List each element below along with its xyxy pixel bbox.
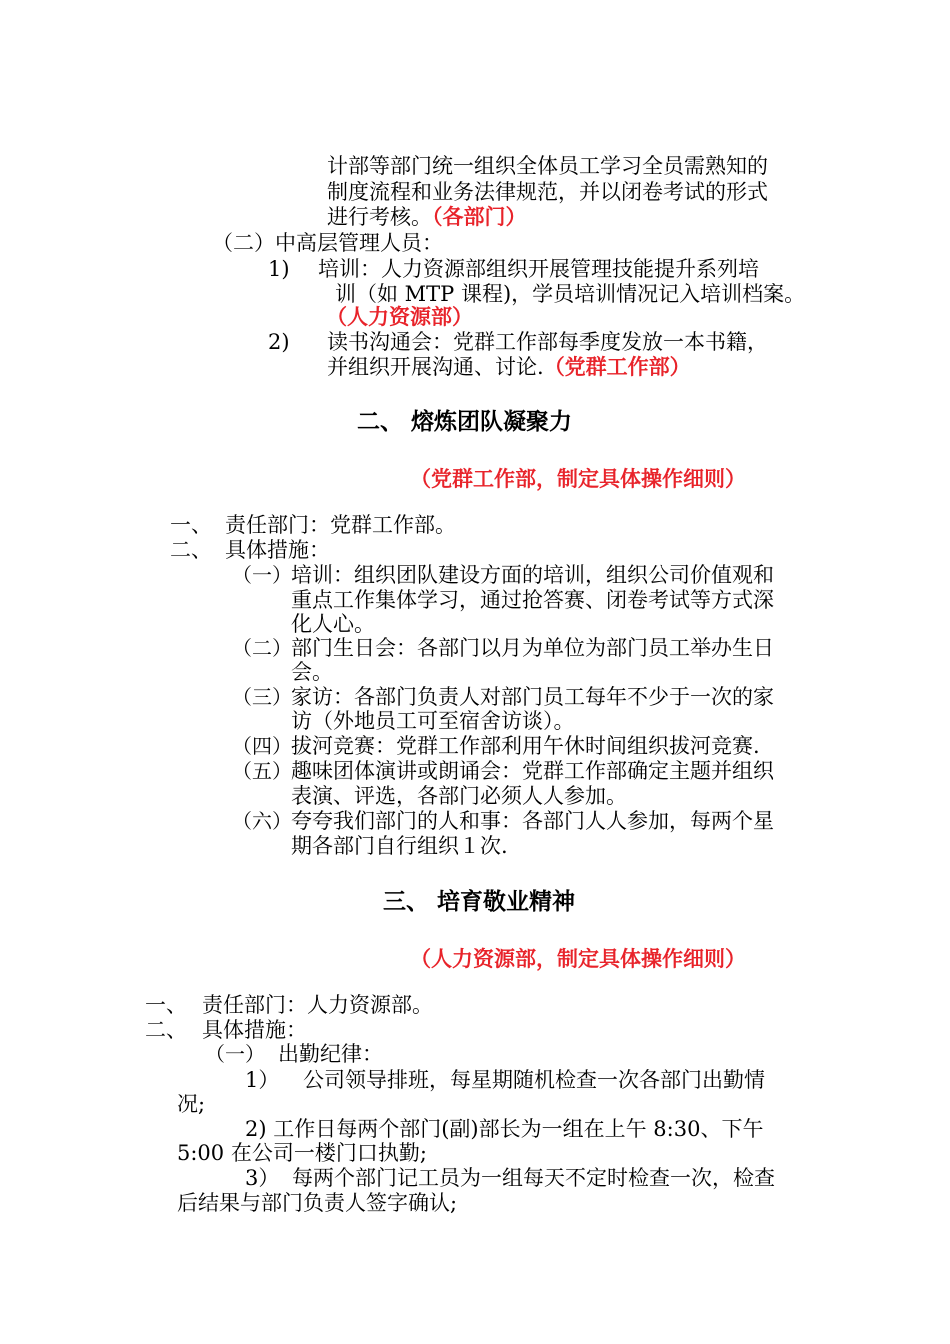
list-text: 具体措施： <box>225 538 330 562</box>
department-tag: （人力资源部） <box>326 305 473 329</box>
item-line: 期各部门自行组织１次. <box>291 834 508 858</box>
item-line: 家访：各部门负责人对部门员工每年不少于一次的家 <box>291 685 774 709</box>
item-number: （一） <box>232 563 292 587</box>
para-text: 进行考核。 <box>327 205 432 229</box>
list-item <box>232 636 292 660</box>
list-item <box>232 759 292 783</box>
item-line: 读书沟通会：党群工作部每季度发放一本书籍， <box>327 330 768 354</box>
item-line: 培训：组织团队建设方面的培训，组织公司价值观和 <box>291 563 774 587</box>
para-line <box>327 205 527 229</box>
item-line: 化人心。 <box>291 612 375 636</box>
list-text: 责任部门：党群工作部。 <box>225 513 456 537</box>
subsection-heading: （二）中高层管理人员： <box>212 231 443 255</box>
item-line <box>327 355 691 379</box>
item-number: 1） <box>245 1068 280 1092</box>
item-line: 表演、评选，各部门必须人人参加。 <box>291 784 627 808</box>
list-text: 责任部门：人力资源部。 <box>202 993 433 1017</box>
item-line: 夸夸我们部门的人和事：各部门人人参加，每两个星 <box>291 809 774 833</box>
list-item <box>232 809 292 833</box>
section-note: （人力资源部，制定具体操作细则） <box>410 947 746 971</box>
item-number: 3） <box>245 1166 280 1190</box>
item-number: （四） <box>232 734 292 758</box>
para-line: 计部等部门统一组织全体员工学习全员需熟知的 <box>327 154 768 178</box>
item-number: （六） <box>232 809 292 833</box>
section-title: 二、 熔炼团队凝聚力 <box>357 409 573 435</box>
item-line: 部门生日会：各部门以月为单位为部门员工举办生日 <box>291 636 774 660</box>
item-line: 况; <box>177 1092 206 1116</box>
section-title: 三、 培育敬业精神 <box>383 889 576 915</box>
item-line: 训（如 MTP 课程)，学员培训情况记入培训档案。 <box>335 282 806 306</box>
item-line: 会。 <box>291 660 333 684</box>
item-line: 重点工作集体学习，通过抢答赛、闭卷考试等方式深 <box>291 588 774 612</box>
list-item <box>232 685 292 709</box>
item-number: （三） <box>232 685 292 709</box>
item-line: 每两个部门记工员为一组每天不定时检查一次，检查 <box>292 1166 775 1190</box>
item-number: （五） <box>232 759 292 783</box>
item-line: 培训：人力资源部组织开展管理技能提升系列培 <box>318 257 759 281</box>
item-number: 1) <box>268 257 290 281</box>
department-tag: （党群工作部） <box>543 355 691 379</box>
list-number: 二、 <box>145 1018 187 1042</box>
item-number: 2) <box>268 330 290 354</box>
para-line: 制度流程和业务法律规范，并以闭卷考试的形式 <box>327 180 768 204</box>
list-number: 一、 <box>170 513 212 537</box>
item-line: 后结果与部门负责人签字确认; <box>177 1191 458 1215</box>
item-line: 公司领导排班，每星期随机检查一次各部门出勤情 <box>303 1068 765 1092</box>
list-number: 一、 <box>145 993 187 1017</box>
department-tag: （各部门） <box>432 205 527 229</box>
subsection-heading: 出勤纪律： <box>278 1042 383 1066</box>
list-number: 二、 <box>170 538 212 562</box>
list-item <box>232 734 292 758</box>
list-text: 具体措施： <box>202 1018 307 1042</box>
list-item <box>232 563 292 587</box>
item-line: 2) 工作日每两个部门(副)部长为一组在上午 8:30、下午 <box>245 1117 764 1141</box>
item-line: 拔河竞赛：党群工作部利用午休时间组织拔河竞赛. <box>291 734 760 758</box>
item-line: 5:00 在公司一楼门口执勤; <box>177 1141 427 1165</box>
item-line: 趣味团体演讲或朗诵会：党群工作部确定主题并组织 <box>291 759 774 783</box>
item-line: 访（外地员工可至宿舍访谈）。 <box>291 709 575 733</box>
item-text: 并组织开展沟通、讨论. <box>327 355 544 379</box>
item-number: （一） <box>205 1042 265 1066</box>
section-note: （党群工作部，制定具体操作细则） <box>410 467 746 491</box>
item-number: （二） <box>232 636 292 660</box>
